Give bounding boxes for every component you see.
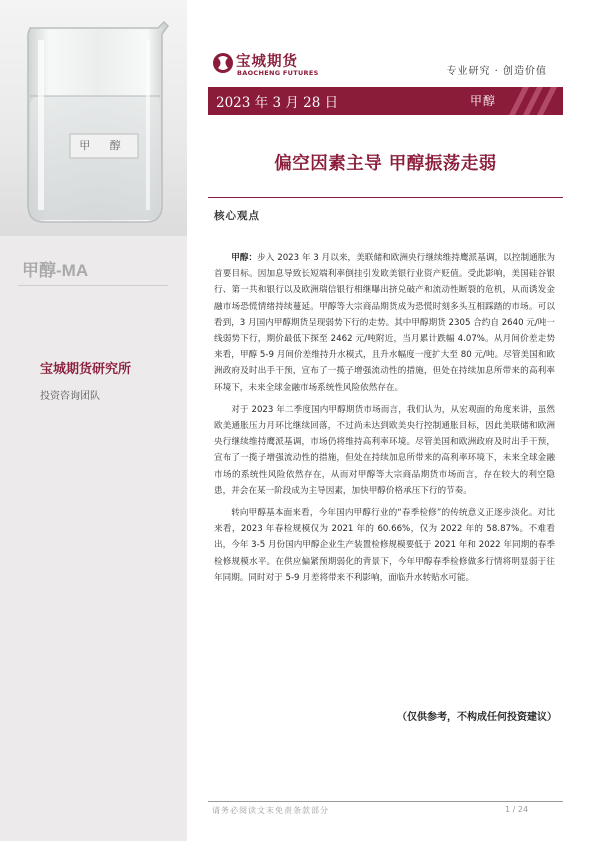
footer-note: 请务必阅读文末免责条款部分 xyxy=(212,806,329,815)
team-name: 投资咨询团队 xyxy=(40,391,100,402)
footer-divider xyxy=(208,801,563,802)
logo-chinese: 宝城期货 xyxy=(236,54,298,70)
title-divider xyxy=(208,197,563,198)
paragraph: 对于 2023 年二季度国内甲醇期货市场而言，我们认为，从宏观面的角度来讲，虽然欧美通胀压力月环比继续回落，不过尚未达到欧美央行控制通胀目标，因此美联储和欧洲央行继续维持鹰派基调，市场仍将维持高利率环境。尽管美国和欧洲政府及时出手干预，宣布了一揽子增强流动性的措施，但处在持续加息所带来的高利率环境下，未来全球金融市场的系统性风险依然存在，从而对甲醇等大宗商品期货市场而言，存在较大的利空隐患，并会在某一阶段成为主导因素，加快甲醇价格承压下行的节奏。 xyxy=(214,404,555,496)
institute-name: 宝城期货研究所 xyxy=(40,362,132,377)
banner-stripes xyxy=(499,87,559,115)
beaker-label: 甲 醇 xyxy=(79,139,129,152)
beaker-photo xyxy=(0,0,187,236)
disclaimer: （仅供参考，不构成任何投资建议） xyxy=(397,712,557,723)
paragraph: 转向甲醇基本面来看，今年国内甲醇行业的“春季检修”的传统意义正逐步淡化。对比来看，2023 年春检规模仅为 2021 年的 60.66%，仅为 2022 年的 58.87%。不难看出，今年 3-5 月份国内甲醇企业生产装置检修规模要低于 2021 年和 2022 年同期的春季检修规模水平。在供应偏紧预期弱化的背景下，今年甲醇春季检修做多行情将明显弱于往年同期。同时对于 5-9 月差将带来不利影响，面临升水转贴水可能。 xyxy=(214,508,555,583)
sidebar xyxy=(0,0,187,841)
sidebar-divider xyxy=(18,285,168,286)
tagline: 专业研究 · 创造价值 xyxy=(446,66,547,77)
section-heading: 核心观点 xyxy=(214,210,260,222)
banner-product: 甲醇 xyxy=(470,94,497,108)
beaker-illustration xyxy=(0,0,187,236)
report-date: 2023 年 3 月 28 日 xyxy=(216,95,339,111)
report-body xyxy=(214,250,555,592)
product-code: 甲醇-MA xyxy=(22,261,89,280)
lead-label: 甲醇： xyxy=(231,253,258,263)
logo-english: BAOCHENG FUTURES xyxy=(237,69,319,77)
logo-mark-icon xyxy=(212,50,234,76)
page-number: 1 / 24 xyxy=(505,805,529,814)
paragraph: 甲醇：步入 2023 年 3 月以来，美联储和欧洲央行继续维持鹰派基调，以控制通胀为首要目标。因加息导致长短端利率倒挂引发欧美银行业资产贬值。受此影响，美国硅谷银行、第一共和银行以及欧洲瑞信银行相继曝出挤兑破产和流动性断裂的危机，从而诱发金融市场恐慌情绪持续蔓延。甲醇等大宗商品期货成为恐慌时刻多头互相踩踏的市场。可以看到，3 月国内甲醇期货呈现弱势下行的走势。其中甲醇期货 2305 合约自 2640 元/吨一线弱势下行，期价最低下探至 2462 元/吨附近，当月累计跌幅 4.07%。从月间价差走势来看，甲醇 5-9 月间价差维持升水模式，且升水幅度一度扩大至 80 元/吨。尽管美国和欧洲政府及时出手干预，宣布了一揽子增强流动性的措施，但处在持续加息所带来的高利率环境下，未来全球金融市场系统性风险依然存在。 xyxy=(214,253,555,393)
date-banner xyxy=(208,87,563,115)
report-title: 偏空因素主导 甲醇振荡走弱 xyxy=(274,154,497,174)
